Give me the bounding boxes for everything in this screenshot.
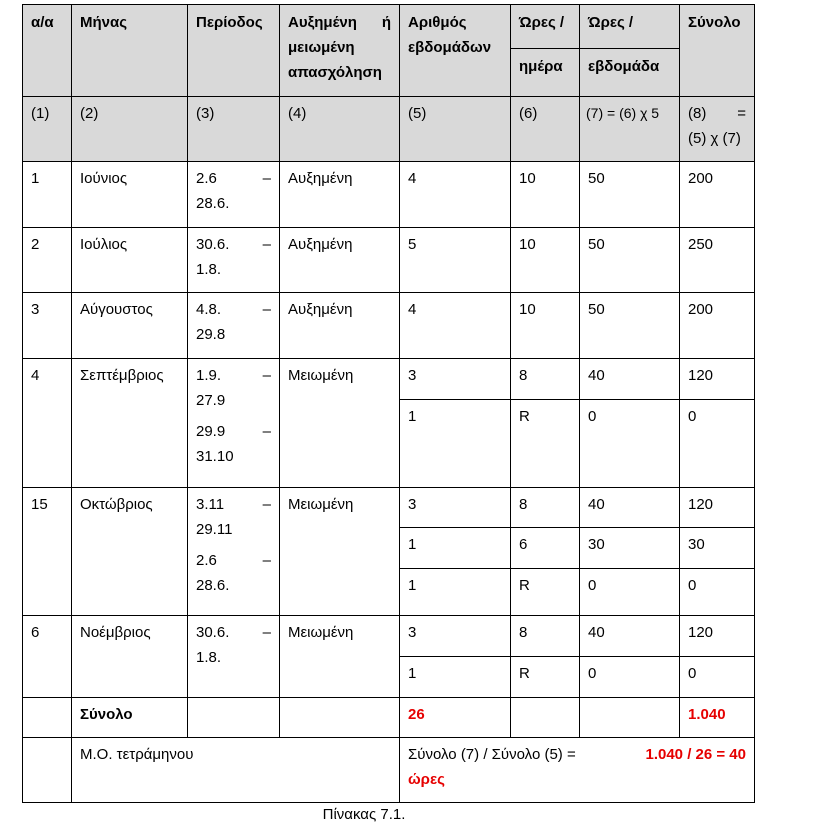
hours-week-cell: 50	[580, 293, 680, 359]
row-number: 6	[23, 616, 72, 698]
hours-table	[22, 4, 755, 803]
total-cell: 30	[680, 528, 755, 569]
header-hours-week-top: Ώρες /	[580, 5, 680, 49]
total-cell: 120	[680, 488, 755, 528]
employment-cell: Αυξημένη	[280, 293, 400, 359]
hours-week-cell: 0	[580, 657, 680, 698]
weeks-cell: 4	[400, 293, 511, 359]
col-number-7: (7) = (6) χ 5	[580, 97, 680, 162]
hours-day-cell: 6	[511, 528, 580, 569]
total-cell: 200	[680, 293, 755, 359]
header-aa: α/α	[23, 5, 72, 97]
hours-day-cell: 10	[511, 228, 580, 293]
month-cell: Σεπτέμβριος	[72, 359, 188, 488]
col-number-3: (3)	[188, 97, 280, 162]
col-number-2: (2)	[72, 97, 188, 162]
average-formula: Σύνολο (7) / Σύνολο (5) = 1.040 / 26 = 40 ώρες	[400, 738, 755, 803]
total-cell: 0	[680, 657, 755, 698]
table-caption: Πίνακας 7.1.	[322, 806, 406, 823]
total-cell: 120	[680, 359, 755, 400]
table-row	[23, 228, 755, 293]
table-row	[23, 488, 755, 528]
average-label: Μ.Ο. τετράμηνου	[72, 738, 400, 803]
period-cell: 2.6 – 28.6.	[188, 162, 280, 228]
col-number-4: (4)	[280, 97, 400, 162]
header-period: Περίοδος	[188, 5, 280, 97]
col-number-8: (8) = (5) χ (7)	[680, 97, 755, 162]
hours-week-cell: 0	[580, 400, 680, 488]
hours-week-cell: 40	[580, 488, 680, 528]
hours-day-cell: R	[511, 569, 580, 616]
header-hours-week-bottom: εβδομάδα	[580, 49, 680, 97]
header-hours-day-top: Ώρες /	[511, 5, 580, 49]
hours-week-cell: 50	[580, 228, 680, 293]
row-number: 4	[23, 359, 72, 488]
col-number-6: (6)	[511, 97, 580, 162]
totals-label: Σύνολο	[72, 698, 188, 738]
weeks-cell: 3	[400, 359, 511, 400]
row-number: 3	[23, 293, 72, 359]
month-cell: Αύγουστος	[72, 293, 188, 359]
weeks-cell: 1	[400, 400, 511, 488]
hours-week-cell: 30	[580, 528, 680, 569]
month-cell: Ιούνιος	[72, 162, 188, 228]
table-row	[23, 293, 755, 359]
hours-day-cell: 8	[511, 488, 580, 528]
totals-sum: 1.040	[680, 698, 755, 738]
header-month: Μήνας	[72, 5, 188, 97]
month-cell: Ιούλιος	[72, 228, 188, 293]
hours-day-cell: 10	[511, 162, 580, 228]
hours-week-cell: 50	[580, 162, 680, 228]
row-number: 15	[23, 488, 72, 616]
table-row	[23, 162, 755, 228]
month-cell: Οκτώβριος	[72, 488, 188, 616]
total-cell: 250	[680, 228, 755, 293]
row-number: 1	[23, 162, 72, 228]
hours-day-cell: R	[511, 657, 580, 698]
hours-day-cell: 10	[511, 293, 580, 359]
month-cell: Νοέμβριος	[72, 616, 188, 698]
header-hours-day-bottom: ημέρα	[511, 49, 580, 97]
header-employment: Αυξημένη ή μειωμένη απασχόληση	[280, 5, 400, 97]
header-weeks: Αριθμός εβδομάδων	[400, 5, 511, 97]
weeks-cell: 4	[400, 162, 511, 228]
weeks-cell: 1	[400, 657, 511, 698]
hours-week-cell: 0	[580, 569, 680, 616]
col-number-5: (5)	[400, 97, 511, 162]
period-cell: 3.11 – 29.11 2.6 – 28.6.	[188, 488, 280, 616]
totals-row	[23, 698, 755, 738]
table-row	[23, 359, 755, 400]
hours-week-cell: 40	[580, 616, 680, 657]
row-number: 2	[23, 228, 72, 293]
weeks-cell: 3	[400, 616, 511, 657]
period-cell: 30.6. – 1.8.	[188, 616, 280, 698]
employment-cell: Αυξημένη	[280, 162, 400, 228]
period-cell: 1.9. – 27.9 29.9 – 31.10	[188, 359, 280, 488]
weeks-cell: 1	[400, 528, 511, 569]
employment-cell: Μειωμένη	[280, 359, 400, 488]
col-number-1: (1)	[23, 97, 72, 162]
hours-day-cell: R	[511, 400, 580, 488]
weeks-cell: 5	[400, 228, 511, 293]
total-cell: 200	[680, 162, 755, 228]
average-row	[23, 738, 755, 803]
employment-cell: Μειωμένη	[280, 488, 400, 616]
weeks-cell: 1	[400, 569, 511, 616]
total-cell: 0	[680, 569, 755, 616]
hours-week-cell: 40	[580, 359, 680, 400]
table-row	[23, 616, 755, 657]
employment-cell: Αυξημένη	[280, 228, 400, 293]
hours-day-cell: 8	[511, 616, 580, 657]
period-cell: 30.6. – 1.8.	[188, 228, 280, 293]
total-cell: 120	[680, 616, 755, 657]
total-cell: 0	[680, 400, 755, 488]
weeks-cell: 3	[400, 488, 511, 528]
hours-day-cell: 8	[511, 359, 580, 400]
employment-cell: Μειωμένη	[280, 616, 400, 698]
totals-weeks: 26	[400, 698, 511, 738]
header-total: Σύνολο	[680, 5, 755, 97]
period-cell: 4.8. – 29.8	[188, 293, 280, 359]
